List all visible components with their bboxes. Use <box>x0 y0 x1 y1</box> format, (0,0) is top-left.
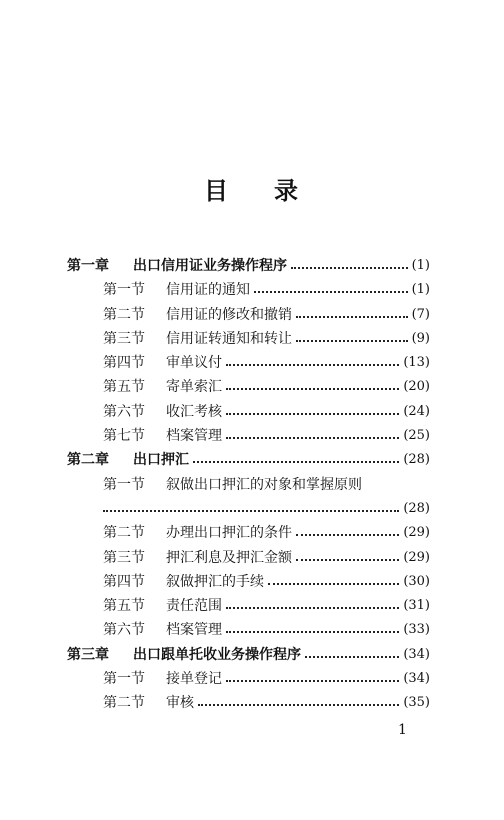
page-ref: (1) <box>411 282 430 297</box>
section-title: 叙做出口押汇的对象和掌握原则 <box>166 477 362 493</box>
section-number: 第六节 <box>103 404 145 420</box>
toc-section-2-1[interactable] <box>103 474 430 496</box>
page-ref: (30) <box>403 574 430 589</box>
dot-leader <box>305 656 399 658</box>
toc-section-2-6[interactable] <box>103 619 430 641</box>
page-ref: (25) <box>403 428 430 443</box>
dot-leader <box>296 316 408 318</box>
toc-section-1-1[interactable] <box>103 279 430 301</box>
toc-section-1-4[interactable] <box>103 352 430 374</box>
section-number: 第一节 <box>103 282 145 298</box>
section-title: 接单登记 <box>166 671 222 687</box>
chapter-title: 出口押汇 <box>133 452 189 468</box>
section-title: 档案管理 <box>166 622 222 638</box>
page-ref: (9) <box>411 331 430 346</box>
page-ref: (24) <box>403 404 430 419</box>
dot-leader <box>226 437 399 439</box>
section-title: 叙做押汇的手续 <box>166 574 264 590</box>
page-ref: (35) <box>403 695 430 710</box>
page-ref: (1) <box>411 258 430 273</box>
toc-section-1-7[interactable] <box>103 425 430 447</box>
section-number: 第三节 <box>103 550 145 566</box>
section-number: 第二节 <box>103 307 145 323</box>
toc-section-1-3[interactable] <box>103 328 430 350</box>
dot-leader <box>254 291 408 293</box>
chapter-title: 出口信用证业务操作程序 <box>133 258 287 274</box>
section-title: 信用证转通知和转让 <box>166 331 292 347</box>
toc-chapter-3[interactable] <box>67 644 430 666</box>
section-number: 第一节 <box>103 477 145 493</box>
dot-leader <box>296 340 408 342</box>
dot-leader <box>226 413 399 415</box>
page-ref: (29) <box>403 550 430 565</box>
toc-section-3-2[interactable] <box>103 692 430 714</box>
toc-section-2-2[interactable] <box>103 522 430 544</box>
page-ref: (28) <box>403 501 430 516</box>
page-ref: (33) <box>403 622 430 637</box>
section-number: 第二节 <box>103 695 145 711</box>
toc-section-2-5[interactable] <box>103 595 430 617</box>
section-title: 寄单索汇 <box>166 379 222 395</box>
toc-section-2-4[interactable] <box>103 571 430 593</box>
page-title-char-2: 录 <box>274 177 300 205</box>
page-ref: (34) <box>403 647 430 662</box>
section-number: 第五节 <box>103 379 145 395</box>
toc-section-1-2[interactable] <box>103 304 430 326</box>
page-ref: (13) <box>403 355 430 370</box>
section-number: 第三节 <box>103 331 145 347</box>
dot-leader <box>296 534 399 536</box>
section-number: 第四节 <box>103 574 145 590</box>
section-title: 审单议付 <box>166 355 222 371</box>
toc-section-2-1-continuation[interactable] <box>103 498 430 520</box>
section-title: 办理出口押汇的条件 <box>166 525 292 541</box>
toc-section-2-3[interactable] <box>103 547 430 569</box>
section-number: 第五节 <box>103 598 145 614</box>
section-number: 第二节 <box>103 525 145 541</box>
chapter-title: 出口跟单托收业务操作程序 <box>133 647 301 663</box>
dot-leader <box>193 461 399 463</box>
dot-leader <box>268 583 399 585</box>
section-title: 押汇利息及押汇金额 <box>166 550 292 566</box>
page-number: 1 <box>398 722 407 738</box>
section-number: 第四节 <box>103 355 145 371</box>
section-title: 信用证的修改和撤销 <box>166 307 292 323</box>
dot-leader <box>226 364 399 366</box>
chapter-number: 第二章 <box>67 452 109 468</box>
page-title-char-1: 目 <box>204 177 230 205</box>
page-ref: (31) <box>403 598 430 613</box>
chapter-number: 第三章 <box>67 647 109 663</box>
dot-leader <box>226 680 399 682</box>
dot-leader <box>296 559 399 561</box>
toc-section-1-5[interactable] <box>103 376 430 398</box>
section-title: 档案管理 <box>166 428 222 444</box>
dot-leader <box>226 631 399 633</box>
section-title: 信用证的通知 <box>166 282 250 298</box>
page-ref: (28) <box>403 452 430 467</box>
section-number: 第七节 <box>103 428 145 444</box>
dot-leader <box>198 704 399 706</box>
section-title: 收汇考核 <box>166 404 222 420</box>
section-number: 第六节 <box>103 622 145 638</box>
section-title: 责任范围 <box>166 598 222 614</box>
page-ref: (29) <box>403 525 430 540</box>
page-ref: (20) <box>403 379 430 394</box>
page-ref: (34) <box>403 671 430 686</box>
dot-leader <box>103 510 399 512</box>
chapter-number: 第一章 <box>67 258 109 274</box>
dot-leader <box>226 607 399 609</box>
section-number: 第一节 <box>103 671 145 687</box>
toc-chapter-2[interactable] <box>67 449 430 471</box>
page-ref: (7) <box>411 307 430 322</box>
dot-leader <box>226 388 399 390</box>
toc-section-1-6[interactable] <box>103 401 430 423</box>
toc-chapter-1[interactable] <box>67 255 430 277</box>
dot-leader <box>291 267 408 269</box>
section-title: 审核 <box>166 695 194 711</box>
toc-section-3-1[interactable] <box>103 668 430 690</box>
